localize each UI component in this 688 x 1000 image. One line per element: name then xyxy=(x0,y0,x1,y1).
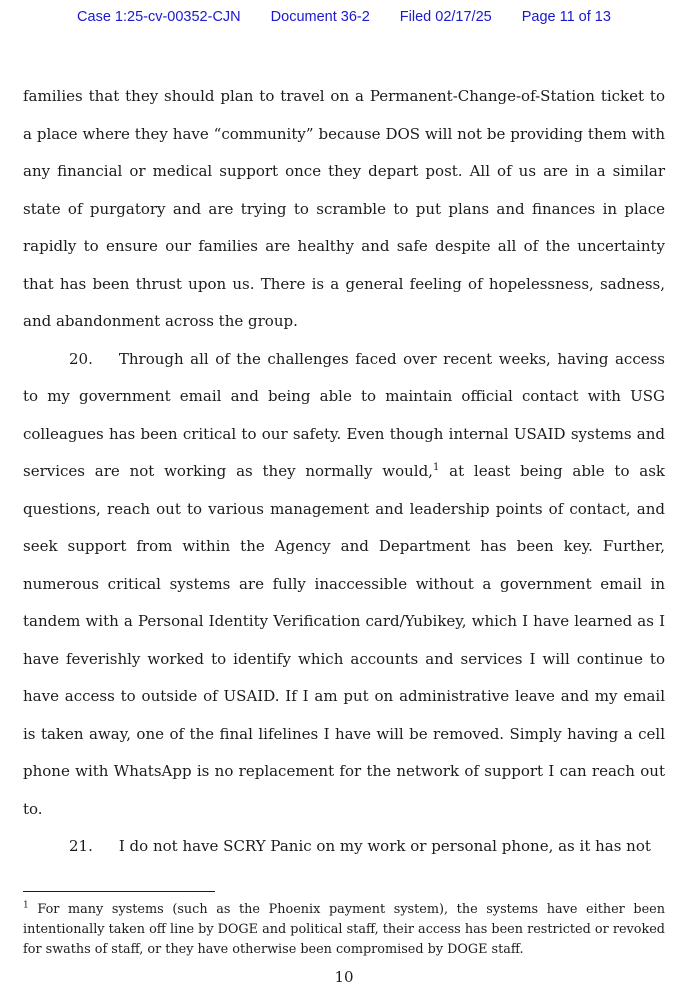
page-footer xyxy=(23,891,665,986)
paragraph-20-text-before-ref: Through all of the challenges faced over recent weeks, having access to my government email and being able to maintain official contact with USG colleagues has been critical to our safety. Even though internal USAID systems and services are not working as they normally would, xyxy=(23,349,665,480)
document-body xyxy=(23,78,665,866)
paragraph-21 xyxy=(23,828,665,866)
footnote-separator-rule xyxy=(23,891,215,892)
footnote xyxy=(23,900,665,960)
filed-date: Filed 02/17/25 xyxy=(399,9,492,25)
footnote-text: For many systems (such as the Phoenix payment system), the systems have either been intentionally taken off line by DOGE and political staff, their access has been restricted or revoked for swaths of staff, or they have otherwise been compromised by DOGE staff. xyxy=(23,902,665,957)
document-number: Document 36-2 xyxy=(270,9,370,25)
paragraph-21-number: 21. xyxy=(69,837,93,855)
footnote-number: 1 xyxy=(23,900,29,911)
page-label: Page 11 of 13 xyxy=(521,9,611,25)
paragraph-continuation: families that they should plan to travel on a Permanent-Change-of-Station ticket to a place where they have “community” because DOS will not be providing them with any financial or medical support once they depart post. All of us are in a similar state of purgatory and are trying to scramble to put plans and finances in place rapidly to ensure our families are healthy and safe despite all of the uncertainty that has been thrust upon us. There is a general feeling of hopelessness, sadness, and abandonment across the group. xyxy=(23,87,665,330)
court-filing-header xyxy=(0,0,688,25)
paragraph-20 xyxy=(23,341,665,829)
footnote-reference-marker: 1 xyxy=(432,462,440,473)
paragraph-20-text-after-ref: at least being able to ask questions, reach out to various management and leadership points of contact, and seek support from within the Agency and Department has been key. Further, numerous critical systems are fully inaccessible without a government email in tandem with a Personal Identity Verification card/Yubikey, which I have learned as I have feverishly worked to identify which accounts and services I will continue to have access to outside of USAID. If I am put on administrative leave and my email is taken away, one of the final lifelines I have will be removed. Simply having a cell phone with WhatsApp is no replacement for the network of support I can reach out to. xyxy=(23,462,666,818)
paragraph-20-number: 20. xyxy=(69,349,93,368)
case-number: Case 1:25-cv-00352-CJN xyxy=(77,9,241,25)
page-number: 10 xyxy=(334,968,354,986)
paragraph-21-text: I do not have SCRY Panic on my work or personal phone, as it has not xyxy=(118,837,651,855)
